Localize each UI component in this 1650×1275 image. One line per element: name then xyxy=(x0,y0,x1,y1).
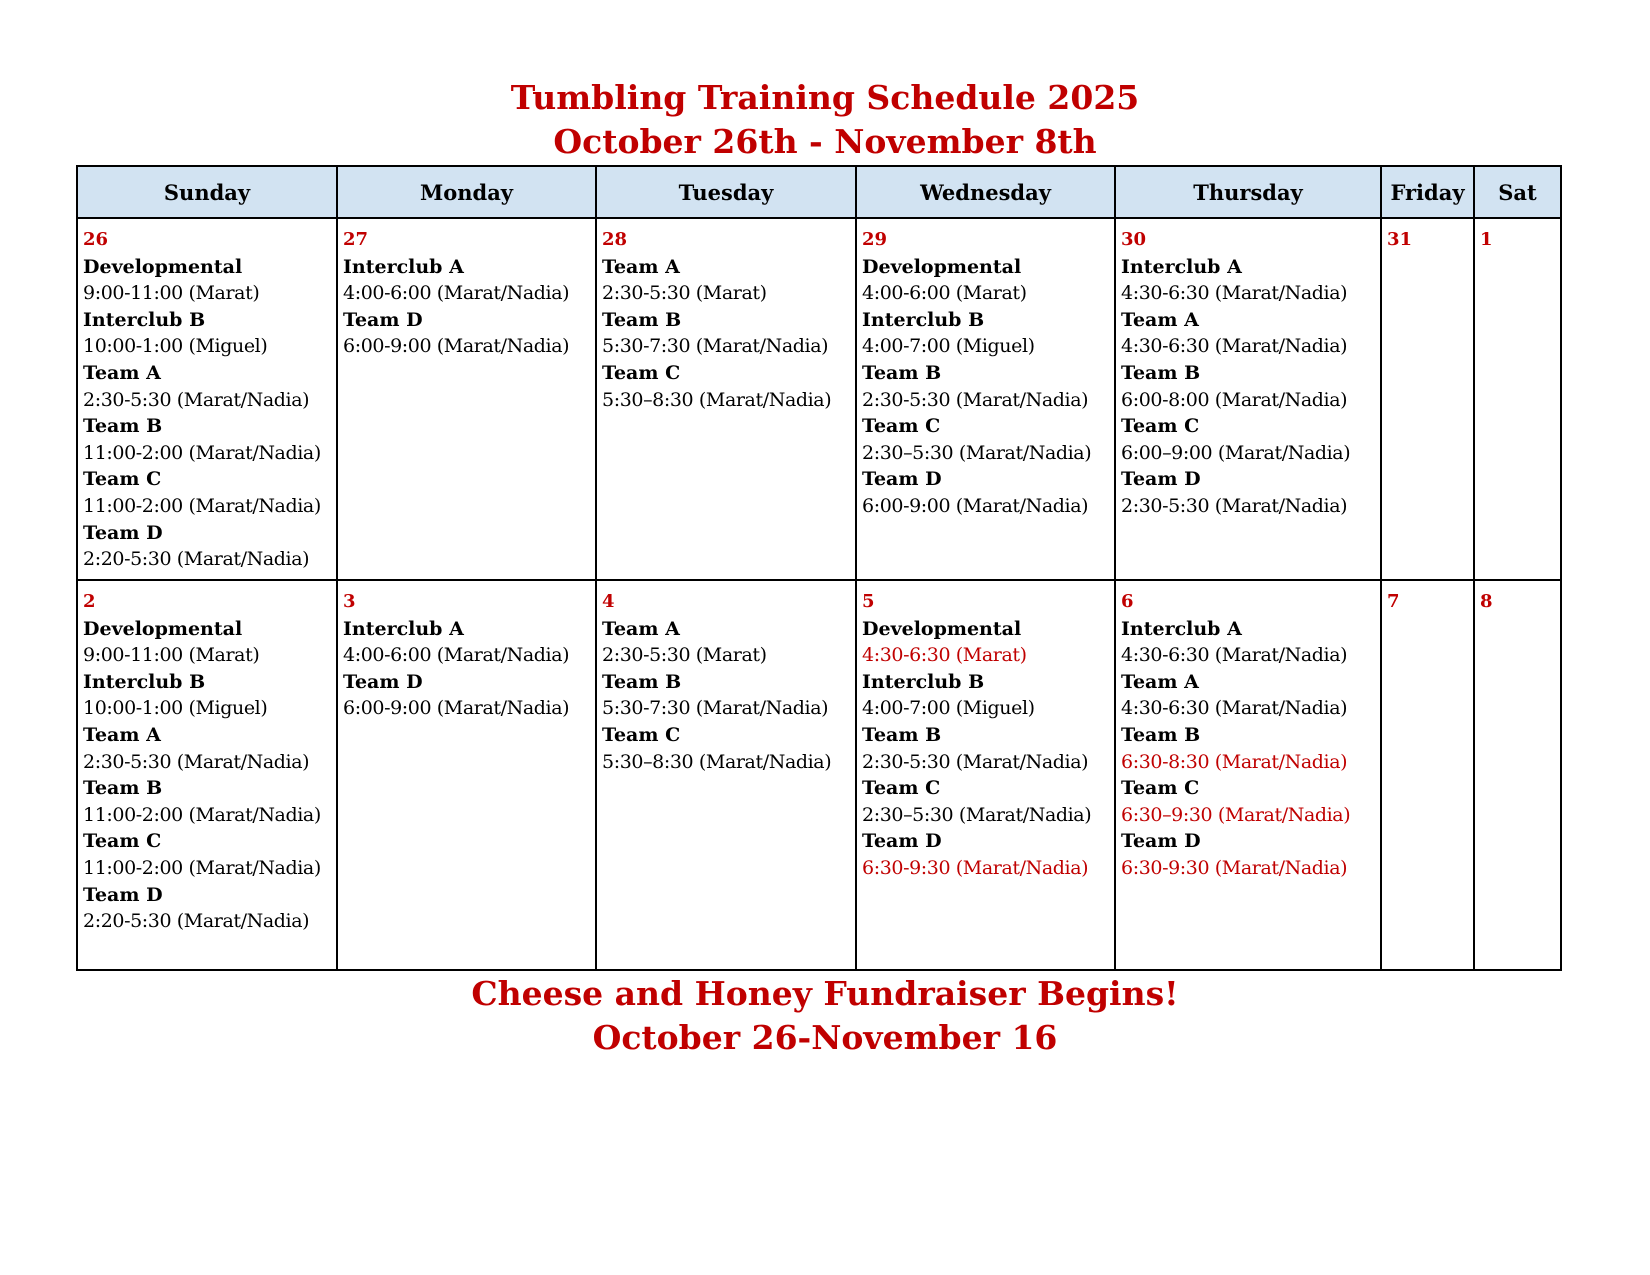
day-header-wednesday: Wednesday xyxy=(856,166,1115,218)
session-time: 2:30-5:30 (Marat/Nadia) xyxy=(83,750,310,773)
session-group: Team B xyxy=(1121,723,1201,746)
session-group: Team B xyxy=(83,415,163,438)
day-cell xyxy=(1381,580,1474,970)
day-header-thursday: Thursday xyxy=(1115,166,1381,218)
day-cell xyxy=(77,218,337,580)
week-row xyxy=(77,580,1561,970)
session-time: 5:30-7:30 (Marat/Nadia) xyxy=(602,697,829,720)
session-group: Team D xyxy=(83,521,163,544)
session-group: Team D xyxy=(343,670,423,693)
session-group: Team B xyxy=(602,308,682,331)
session-group: Team D xyxy=(862,830,942,853)
day-number: 2 xyxy=(83,591,96,612)
session-group: Developmental xyxy=(862,255,1022,278)
session-time: 6:30-9:30 (Marat/Nadia) xyxy=(1121,856,1348,879)
session-time: 2:20-5:30 (Marat/Nadia) xyxy=(83,910,310,933)
day-number: 5 xyxy=(862,591,875,612)
day-header-row xyxy=(77,166,1561,218)
session-group: Team C xyxy=(1121,415,1200,438)
day-cell xyxy=(337,218,596,580)
day-cell xyxy=(77,580,337,970)
session-group: Team B xyxy=(602,670,682,693)
session-time: 6:00-9:00 (Marat/Nadia) xyxy=(862,494,1089,517)
day-cell xyxy=(1474,580,1561,970)
day-cell xyxy=(1115,580,1381,970)
session-group: Developmental xyxy=(862,617,1022,640)
session-group: Team D xyxy=(1121,468,1201,491)
session-time: 6:30-8:30 (Marat/Nadia) xyxy=(1121,750,1348,773)
session-time: 6:00-8:00 (Marat/Nadia) xyxy=(1121,388,1348,411)
session-group: Interclub A xyxy=(343,617,464,640)
session-group: Team B xyxy=(83,777,163,800)
session-time: 6:30–9:30 (Marat/Nadia) xyxy=(1121,803,1351,826)
session-group: Interclub A xyxy=(1121,617,1242,640)
day-number: 26 xyxy=(83,229,109,250)
day-number: 3 xyxy=(343,591,356,612)
day-cell xyxy=(1115,218,1381,580)
session-group: Interclub A xyxy=(1121,255,1242,278)
session-group: Team D xyxy=(83,883,163,906)
session-time: 6:00–9:00 (Marat/Nadia) xyxy=(1121,441,1351,464)
session-group: Interclub B xyxy=(862,308,985,331)
session-group: Team C xyxy=(602,361,681,384)
session-group: Team B xyxy=(862,361,942,384)
day-cell xyxy=(1381,218,1474,580)
session-time: 11:00-2:00 (Marat/Nadia) xyxy=(83,494,321,517)
session-time: 11:00-2:00 (Marat/Nadia) xyxy=(83,803,321,826)
day-number: 7 xyxy=(1387,591,1400,612)
session-group: Developmental xyxy=(83,255,243,278)
session-group: Team A xyxy=(1121,308,1199,331)
session-group: Team A xyxy=(83,723,161,746)
session-time: 2:30–5:30 (Marat/Nadia) xyxy=(862,441,1092,464)
session-time: 2:30–5:30 (Marat/Nadia) xyxy=(862,803,1092,826)
day-header-sunday: Sunday xyxy=(77,166,337,218)
day-number: 27 xyxy=(343,229,369,250)
day-number: 29 xyxy=(862,229,888,250)
fundraiser-dates: October 26-November 16 xyxy=(592,1018,1058,1057)
session-group: Team D xyxy=(343,308,423,331)
date-range-subtitle: October 26th - November 8th xyxy=(553,122,1097,161)
day-cell xyxy=(856,218,1115,580)
session-group: Team C xyxy=(862,415,941,438)
session-time: 11:00-2:00 (Marat/Nadia) xyxy=(83,441,321,464)
session-time: 2:30-5:30 (Marat/Nadia) xyxy=(83,388,310,411)
session-time: 6:00-9:00 (Marat/Nadia) xyxy=(343,335,570,358)
session-time: 4:30-6:30 (Marat/Nadia) xyxy=(1121,282,1348,305)
session-group: Interclub B xyxy=(83,670,206,693)
session-time: 10:00-1:00 (Miguel) xyxy=(83,335,268,358)
day-number: 28 xyxy=(602,229,628,250)
session-time: 9:00-11:00 (Marat) xyxy=(83,282,260,305)
day-number: 1 xyxy=(1480,229,1493,250)
session-group: Team B xyxy=(862,723,942,746)
fundraiser-banner xyxy=(0,972,1650,1060)
session-group: Team C xyxy=(862,777,941,800)
day-number: 30 xyxy=(1121,229,1147,250)
session-time: 2:30-5:30 (Marat) xyxy=(602,282,767,305)
session-group: Developmental xyxy=(83,617,243,640)
session-time: 4:00-7:00 (Miguel) xyxy=(862,697,1035,720)
day-number: 31 xyxy=(1387,229,1413,250)
session-time: 4:00-7:00 (Miguel) xyxy=(862,335,1035,358)
day-header-saturday: Sat xyxy=(1474,166,1561,218)
session-group: Team C xyxy=(1121,777,1200,800)
session-group: Interclub B xyxy=(83,308,206,331)
title-block xyxy=(0,76,1650,164)
session-group: Team B xyxy=(1121,361,1201,384)
day-cell xyxy=(596,580,856,970)
session-time: 11:00-2:00 (Marat/Nadia) xyxy=(83,856,321,879)
session-group: Team C xyxy=(83,468,162,491)
session-time: 4:30-6:30 (Marat/Nadia) xyxy=(1121,697,1348,720)
session-time: 10:00-1:00 (Miguel) xyxy=(83,697,268,720)
day-number: 8 xyxy=(1480,591,1493,612)
session-time: 2:30-5:30 (Marat/Nadia) xyxy=(1121,494,1348,517)
session-time: 4:00-6:00 (Marat) xyxy=(862,282,1027,305)
week-row xyxy=(77,218,1561,580)
session-group: Team D xyxy=(862,468,942,491)
day-cell xyxy=(1474,218,1561,580)
session-time: 4:30-6:30 (Marat) xyxy=(862,644,1027,667)
session-group: Team A xyxy=(602,255,680,278)
day-header-monday: Monday xyxy=(337,166,596,218)
session-group: Team A xyxy=(83,361,161,384)
day-number: 6 xyxy=(1121,591,1134,612)
day-header-friday: Friday xyxy=(1381,166,1474,218)
session-time: 5:30–8:30 (Marat/Nadia) xyxy=(602,750,832,773)
session-time: 6:30-9:30 (Marat/Nadia) xyxy=(862,856,1089,879)
session-time: 4:00-6:00 (Marat/Nadia) xyxy=(343,282,570,305)
day-number: 4 xyxy=(602,591,615,612)
session-time: 2:30-5:30 (Marat/Nadia) xyxy=(862,750,1089,773)
day-cell xyxy=(337,580,596,970)
session-time: 2:20-5:30 (Marat/Nadia) xyxy=(83,548,310,571)
session-time: 5:30–8:30 (Marat/Nadia) xyxy=(602,388,832,411)
session-time: 4:00-6:00 (Marat/Nadia) xyxy=(343,644,570,667)
schedule-calendar xyxy=(76,165,1562,971)
session-time: 4:30-6:30 (Marat/Nadia) xyxy=(1121,644,1348,667)
session-time: 9:00-11:00 (Marat) xyxy=(83,644,260,667)
day-cell xyxy=(596,218,856,580)
session-group: Team C xyxy=(602,723,681,746)
session-time: 2:30-5:30 (Marat) xyxy=(602,644,767,667)
fundraiser-title: Cheese and Honey Fundraiser Begins! xyxy=(471,974,1179,1013)
session-group: Team D xyxy=(1121,830,1201,853)
day-header-tuesday: Tuesday xyxy=(596,166,856,218)
session-group: Team A xyxy=(602,617,680,640)
session-group: Team C xyxy=(83,830,162,853)
session-group: Interclub A xyxy=(343,255,464,278)
page-title: Tumbling Training Schedule 2025 xyxy=(510,78,1140,117)
session-time: 5:30-7:30 (Marat/Nadia) xyxy=(602,335,829,358)
session-group: Team A xyxy=(1121,670,1199,693)
day-cell xyxy=(856,580,1115,970)
session-group: Interclub B xyxy=(862,670,985,693)
session-time: 6:00-9:00 (Marat/Nadia) xyxy=(343,697,570,720)
session-time: 4:30-6:30 (Marat/Nadia) xyxy=(1121,335,1348,358)
session-time: 2:30-5:30 (Marat/Nadia) xyxy=(862,388,1089,411)
